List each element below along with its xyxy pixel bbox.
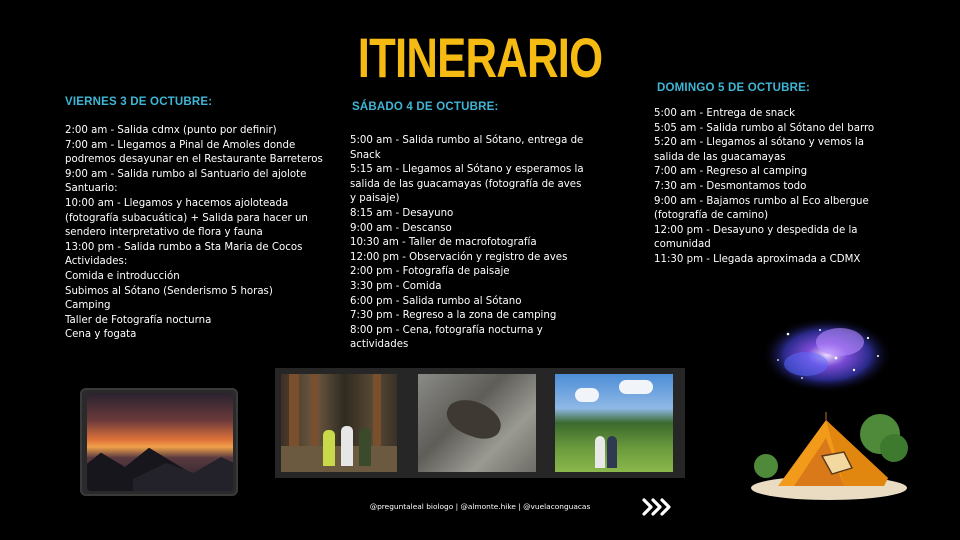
cloud-shape — [619, 380, 653, 394]
schedule-line: Santuario: — [65, 183, 118, 195]
schedule-line: 5:05 am - Salida rumbo al Sótano del barro — [654, 122, 875, 134]
person-figure — [359, 428, 371, 466]
schedule-line: 5:00 am - Entrega de snack — [654, 108, 795, 119]
next-arrows-icon[interactable] — [641, 495, 673, 519]
schedule-line: 5:15 am - Llegamos al Sótano y esperamos la salida de las guacamayas (fotografía de aves y paisaje) — [350, 164, 584, 205]
schedule-line: Cena y fogata — [65, 329, 137, 341]
credits-line: @preguntaleal biologo | @almonte.hike | @vuelaconguacas — [369, 502, 591, 511]
friday-schedule — [65, 124, 335, 343]
schedule-line: 5:20 am - Llegamos al sótano y vemos la salida de las guacamayas — [654, 137, 864, 163]
schedule-line: Comida e introducción — [65, 270, 180, 282]
axolotl-shape — [442, 393, 507, 446]
tent-icon — [748, 408, 910, 504]
schedule-line: Subimos al Sótano (Senderismo 5 horas) — [65, 285, 273, 297]
meadow-couple-photo — [555, 374, 673, 472]
schedule-line: 11:30 pm - Llegada aproximada a CDMX — [654, 253, 861, 265]
schedule-line: 2:00 am - Salida cdmx (punto por definir) — [65, 125, 277, 136]
schedule-line: 2:00 pm - Fotografía de paisaje — [350, 266, 510, 278]
forest-group-photo — [281, 374, 397, 472]
saturday-heading: SÁBADO 4 DE OCTUBRE: — [352, 101, 499, 113]
schedule-line: 5:00 am - Salida rumbo al Sótano, entrega de Snack — [350, 135, 584, 161]
axolotl-photo — [418, 374, 536, 472]
person-figure — [323, 430, 335, 466]
schedule-line: Actividades: — [65, 256, 128, 268]
forest-ground — [281, 446, 397, 472]
schedule-line: 12:00 pm - Desayuno y despedida de la comunidad — [654, 224, 858, 251]
schedule-line: Taller de Fotografía nocturna — [65, 314, 212, 326]
schedule-line: 3:30 pm - Comida — [350, 280, 442, 292]
schedule-line: Camping — [65, 300, 111, 312]
schedule-line: 12:00 pm - Observación y registro de aves — [350, 251, 568, 263]
schedule-line: 10:30 am - Taller de macrofotografía — [350, 237, 537, 249]
schedule-line: 7:30 am - Desmontamos todo — [654, 180, 807, 192]
sunday-heading: DOMINGO 5 DE OCTUBRE: — [657, 82, 811, 94]
person-figure — [341, 426, 353, 466]
schedule-line: 7:00 am - Llegamos a Pinal de Amoles donde podremos desayunar en el Restaurante Barreteros — [65, 139, 323, 166]
schedule-line: 6:00 pm - Salida rumbo al Sótano — [350, 295, 522, 307]
sunday-schedule — [654, 107, 892, 268]
friday-heading: VIERNES 3 DE OCTUBRE: — [65, 96, 213, 108]
person-figure — [607, 436, 617, 468]
sunset-photo — [87, 393, 233, 491]
schedule-line: 8:00 pm - Cena, fotografía nocturna y actividades — [350, 324, 543, 351]
saturday-schedule — [350, 134, 588, 353]
schedule-line: 13:00 pm - Salida rumbo a Sta Maria de Cocos — [65, 241, 303, 253]
galaxy-icon — [758, 312, 896, 398]
cloud-shape — [575, 388, 599, 402]
schedule-line: 7:00 am - Regreso al camping — [654, 166, 808, 178]
schedule-line: 9:00 am - Bajamos rumbo al Eco albergue (fotografía de camino) — [654, 195, 869, 222]
schedule-line: 7:30 pm - Regreso a la zona de camping — [350, 310, 557, 322]
schedule-line: 9:00 am - Descanso — [350, 222, 452, 234]
schedule-line: 9:00 am - Salida rumbo al Santuario del ajolote — [65, 168, 307, 180]
schedule-line: 10:00 am - Llegamos y hacemos ajoloteada (fotografía subacuática) + Salida para hacer un sendero interpretativo de flora y fauna — [65, 197, 308, 239]
page-title: ITINERARIO — [357, 26, 603, 89]
schedule-line: 8:15 am - Desayuno — [350, 207, 454, 219]
person-figure — [595, 436, 605, 468]
